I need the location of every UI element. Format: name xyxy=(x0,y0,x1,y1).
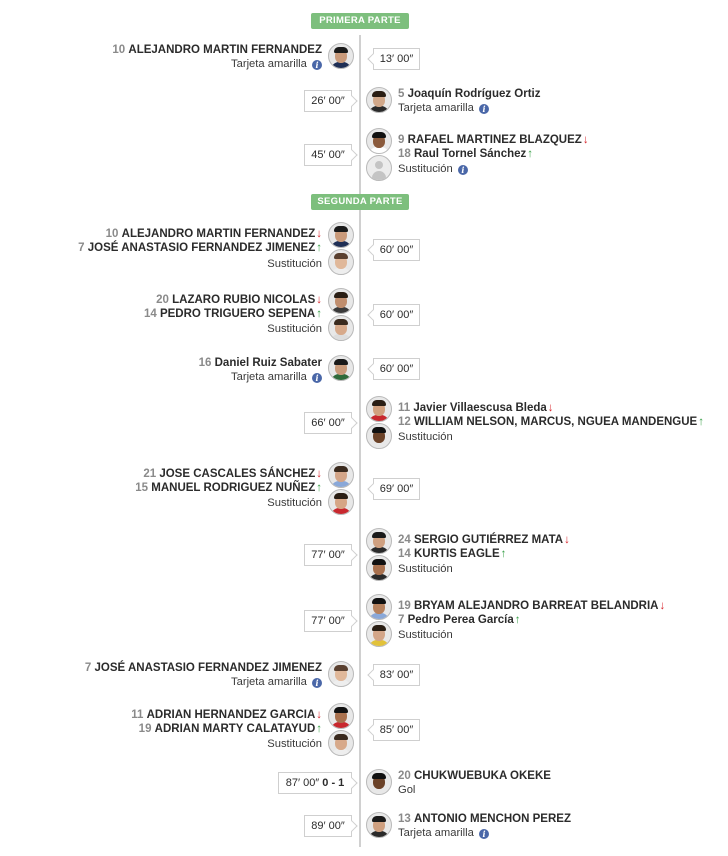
info-icon[interactable]: i xyxy=(479,829,489,839)
info-icon[interactable]: i xyxy=(312,678,322,688)
player-name: LAZARO RUBIO NICOLAS xyxy=(172,294,316,306)
avatar xyxy=(328,43,354,69)
player-line xyxy=(199,356,322,370)
event-type: Sustitución xyxy=(398,431,453,443)
section-first-half: PRIMERA PARTE xyxy=(311,13,409,29)
arrow-up-icon: ↑ xyxy=(316,723,322,735)
player-name: ALEJANDRO MARTIN FERNANDEZ xyxy=(121,228,316,240)
arrow-down-icon: ↓ xyxy=(564,534,570,546)
player-line xyxy=(398,769,551,783)
arrow-up-icon: ↑ xyxy=(316,242,322,254)
event-type: Sustitución xyxy=(267,258,322,270)
event-type: Tarjeta amarilla i xyxy=(231,675,322,689)
avatar xyxy=(328,355,354,381)
avatar xyxy=(366,769,392,795)
avatar xyxy=(366,594,392,620)
player-number: 20 xyxy=(156,294,169,306)
avatar xyxy=(328,222,354,248)
player-number: 21 xyxy=(143,468,157,480)
player-number: 24 xyxy=(398,534,411,546)
avatar xyxy=(366,423,392,449)
arrow-down-icon: ↓ xyxy=(316,468,322,480)
player-out-line xyxy=(156,293,322,307)
timeline-line xyxy=(359,35,361,847)
avatar xyxy=(366,621,392,647)
info-icon[interactable]: i xyxy=(312,60,322,70)
player-name: PEDRO TRIGUERO SEPENA xyxy=(159,308,316,320)
avatar xyxy=(328,730,354,756)
player-name: SERGIO GUTIÉRREZ MATA xyxy=(414,534,564,546)
player-number: 10 xyxy=(112,44,126,56)
player-out-line xyxy=(398,599,665,613)
event-type: Gol xyxy=(398,784,416,796)
player-out-line xyxy=(112,43,322,57)
event-time: 60′ 00″ xyxy=(373,239,420,261)
player-out-line xyxy=(398,401,554,415)
arrow-up-icon: ↑ xyxy=(500,548,507,560)
event-time: 66′ 00″ xyxy=(304,412,352,434)
player-number: 11 xyxy=(131,709,144,721)
player-in-line xyxy=(139,722,322,736)
player-number: 13 xyxy=(398,813,411,825)
player-in-line xyxy=(398,415,704,429)
player-number: 7 xyxy=(84,662,92,674)
avatar xyxy=(328,489,354,515)
arrow-down-icon: ↓ xyxy=(547,402,554,414)
player-number: 11 xyxy=(398,402,411,414)
player-name: ADRIAN MARTY CALATAYUD xyxy=(154,723,316,735)
player-name: Javier Villaescusa Bleda xyxy=(413,402,547,414)
player-number: 18 xyxy=(398,148,411,160)
event-type: Tarjeta amarilla i xyxy=(231,57,322,71)
player-name: CHUKWUEBUKA OKEKE xyxy=(414,770,551,782)
avatar xyxy=(366,528,392,554)
player-out-line xyxy=(106,227,322,241)
player-out-line xyxy=(131,708,322,722)
arrow-down-icon: ↓ xyxy=(316,709,322,721)
info-icon[interactable]: i xyxy=(458,165,468,175)
event-type: Sustitución xyxy=(267,497,322,509)
event-time: 45′ 00″ xyxy=(304,144,352,166)
event-type: Tarjeta amarilla i xyxy=(398,826,489,840)
event-type: Tarjeta amarilla i xyxy=(398,101,489,115)
event-time: 60′ 00″ xyxy=(373,304,420,326)
player-in-line xyxy=(135,481,322,495)
avatar xyxy=(366,87,392,113)
info-icon[interactable]: i xyxy=(312,373,322,383)
player-number: 7 xyxy=(78,242,85,254)
player-name: RAFAEL MARTINEZ BLAZQUEZ xyxy=(407,134,582,146)
player-out-line xyxy=(143,467,322,481)
avatar xyxy=(328,315,354,341)
avatar xyxy=(328,661,354,687)
event-time: 26′ 00″ xyxy=(304,90,352,112)
player-line xyxy=(85,661,322,675)
player-name: BRYAM ALEJANDRO BARREAT BELANDRIA xyxy=(414,600,659,612)
goal-minute: 87′ 00″ xyxy=(285,777,320,789)
player-name: Daniel Ruiz Sabater xyxy=(214,357,322,369)
info-icon[interactable]: i xyxy=(479,104,489,114)
avatar xyxy=(366,555,392,581)
player-name: Pedro Perea García xyxy=(407,614,514,626)
avatar xyxy=(366,396,392,422)
event-type: Sustitución xyxy=(398,629,453,641)
arrow-down-icon: ↓ xyxy=(316,294,322,306)
arrow-up-icon: ↑ xyxy=(527,148,534,160)
player-name: JOSE CASCALES SÁNCHEZ xyxy=(159,468,316,480)
arrow-up-icon: ↑ xyxy=(316,308,322,320)
player-in-line xyxy=(144,307,322,321)
player-name: Raul Tornel Sánchez xyxy=(414,148,527,160)
event-type: Sustitución xyxy=(398,563,453,575)
avatar xyxy=(366,128,392,154)
player-in-line xyxy=(398,147,533,161)
event-time: 60′ 00″ xyxy=(373,358,420,380)
player-name: ANTONIO MENCHON PEREZ xyxy=(414,813,571,825)
event-time: 13′ 00″ xyxy=(373,48,420,70)
arrow-up-icon: ↑ xyxy=(514,614,521,626)
player-name: ALEJANDRO MARTIN FERNANDEZ xyxy=(128,44,322,56)
avatar-placeholder xyxy=(366,155,392,181)
event-time: 77′ 00″ xyxy=(304,544,352,566)
player-number: 9 xyxy=(398,134,405,146)
player-number: 7 xyxy=(398,614,405,626)
player-number: 15 xyxy=(135,482,149,494)
event-type: Sustitución i xyxy=(398,162,468,176)
event-type: Sustitución xyxy=(267,323,322,335)
event-time: 85′ 00″ xyxy=(373,719,420,741)
event-time: 77′ 00″ xyxy=(304,610,352,632)
player-number: 10 xyxy=(105,228,119,240)
section-second-half: SEGUNDA PARTE xyxy=(311,194,409,210)
player-number: 14 xyxy=(143,308,157,320)
player-out-line xyxy=(398,133,589,147)
player-name: JOSÉ ANASTASIO FERNANDEZ JIMENEZ xyxy=(94,662,322,674)
player-in-line xyxy=(78,241,322,255)
arrow-up-icon: ↑ xyxy=(698,416,704,428)
player-number: 12 xyxy=(398,416,411,428)
event-time: 83′ 00″ xyxy=(373,664,420,686)
player-name: MANUEL RODRIGUEZ NUÑEZ xyxy=(151,482,316,494)
player-in-line xyxy=(398,613,520,627)
player-out-line xyxy=(398,533,570,547)
avatar xyxy=(328,462,354,488)
player-line xyxy=(398,812,571,826)
player-name: KURTIS EAGLE xyxy=(414,548,500,560)
player-name: WILLIAM NELSON, MARCUS, NGUEA MANDENGUE xyxy=(414,416,698,428)
event-type: Tarjeta amarilla i xyxy=(231,370,322,384)
player-number: 5 xyxy=(398,88,405,100)
arrow-down-icon: ↓ xyxy=(582,134,589,146)
avatar xyxy=(366,812,392,838)
player-number: 19 xyxy=(138,723,152,735)
player-name: JOSÉ ANASTASIO FERNANDEZ JIMENEZ xyxy=(87,242,316,254)
avatar xyxy=(328,288,354,314)
player-name: Joaquín Rodríguez Ortiz xyxy=(407,88,541,100)
player-in-line xyxy=(398,547,506,561)
player-name: ADRIAN HERNANDEZ GARCIA xyxy=(146,709,316,721)
event-time xyxy=(278,772,352,794)
arrow-down-icon: ↓ xyxy=(659,600,666,612)
avatar xyxy=(328,249,354,275)
score: 0 - 1 xyxy=(322,777,345,789)
player-number: 14 xyxy=(398,548,411,560)
arrow-up-icon: ↑ xyxy=(316,482,322,494)
player-line xyxy=(398,87,541,101)
event-time: 69′ 00″ xyxy=(373,478,420,500)
avatar xyxy=(328,703,354,729)
event-type: Sustitución xyxy=(267,738,322,750)
player-number: 19 xyxy=(398,600,411,612)
arrow-down-icon: ↓ xyxy=(316,228,322,240)
event-time: 89′ 00″ xyxy=(304,815,352,837)
player-number: 20 xyxy=(398,770,411,782)
player-number: 16 xyxy=(198,357,212,369)
